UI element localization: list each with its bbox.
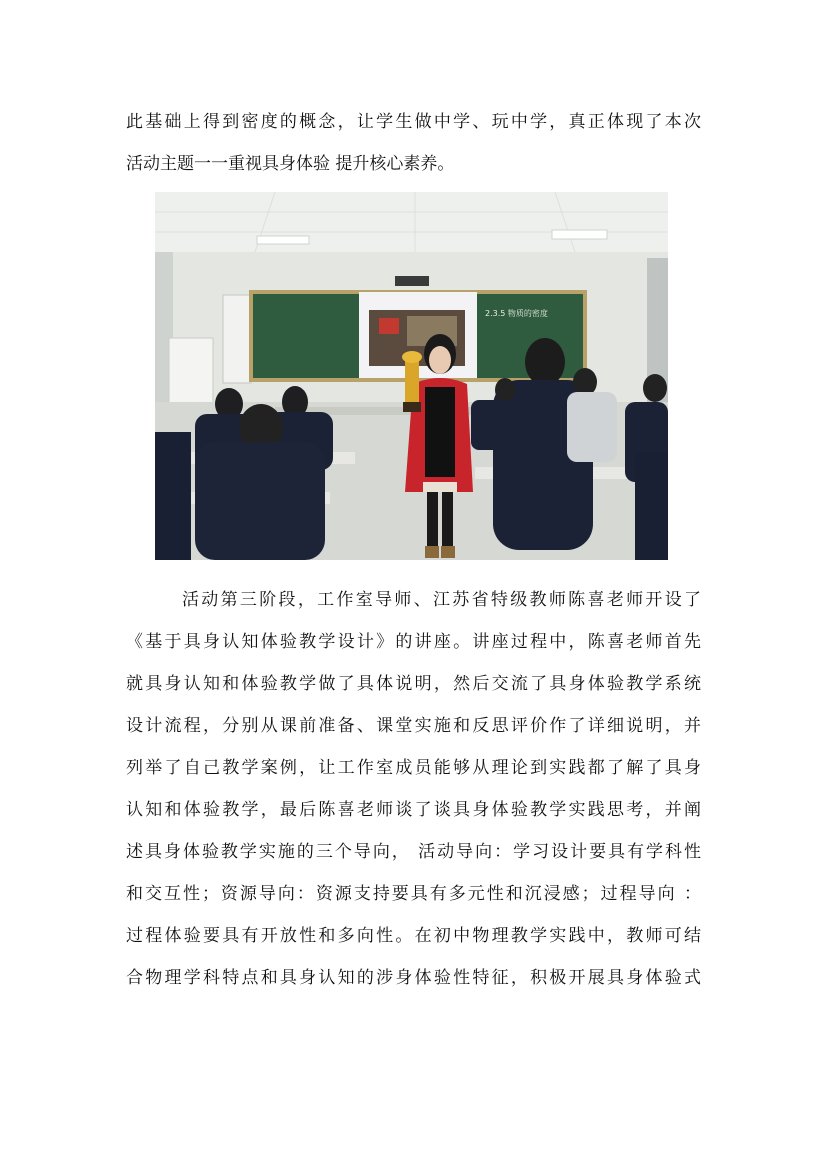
board-text: 2.3.5 物质的密度 — [485, 309, 548, 318]
text-line: 就具身认知和体验教学做了具体说明，然后交流了具身体验教学系统 — [126, 674, 701, 694]
text-line: 和交互性；资源导向：资源支持要具有多元性和沉浸感；过程导向 ： — [126, 884, 701, 904]
text-line: 活动第三阶段，工作室导师、江苏省特级教师陈喜老师开设了 — [182, 590, 701, 610]
paragraph-stage-three — [126, 579, 701, 999]
text-line: 列举了自己教学案例，让工作室成员能够从理论到实践都了解了具身 — [126, 758, 701, 778]
text-line: 过程体验要具有开放性和多向性。在初中物理教学实践中，教师可结 — [126, 926, 701, 946]
text-line: 认知和体验教学，最后陈喜老师谈了谈具身体验教学实践思考，并阐 — [126, 800, 701, 820]
text-line: 《基于具身认知体验教学设计》的讲座。讲座过程中，陈喜老师首先 — [126, 632, 701, 652]
text-line: 述具身体验教学实施的三个导向， 活动导向：学习设计要具有学科性 — [126, 842, 701, 862]
classroom-photo — [155, 192, 668, 560]
text-line: 合物理学科特点和具身认知的涉身体验性特征，积极开展具身体验式 — [126, 968, 701, 988]
paragraph-intro — [126, 101, 701, 185]
text-line: 设计流程，分别从课前准备、课堂实施和反思评价作了详细说明，并 — [126, 716, 701, 736]
text-line: 活动主题一一重视具身体验 提升核心素养。 — [126, 154, 455, 174]
text-line: 此基础上得到密度的概念，让学生做中学、玩中学，真正体现了本次 — [126, 112, 701, 132]
